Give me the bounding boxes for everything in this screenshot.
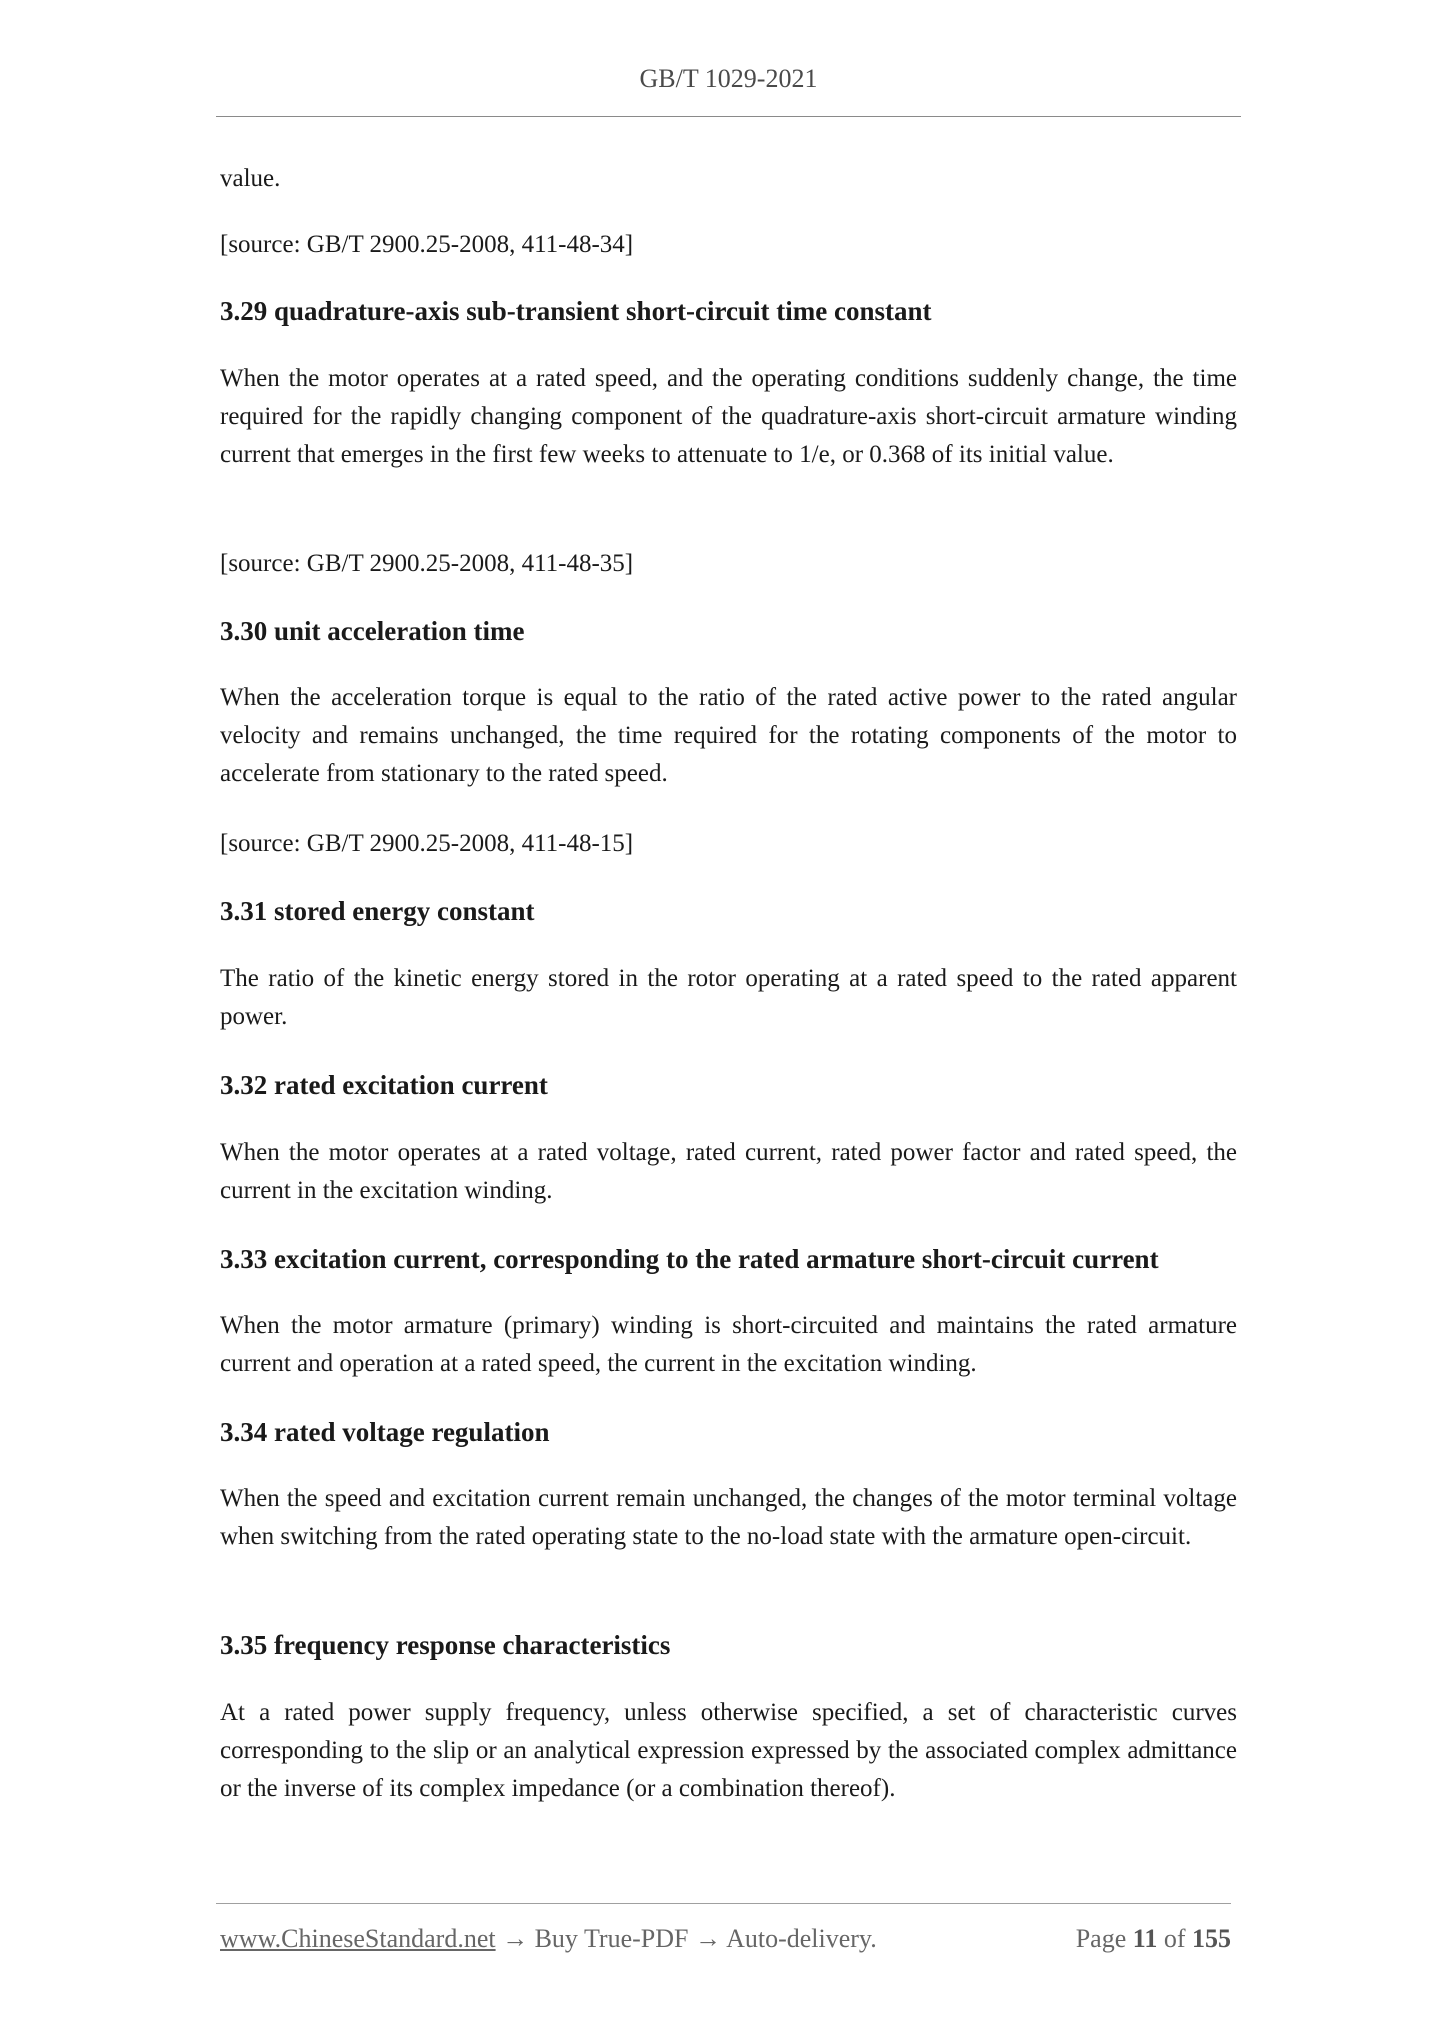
section-3-29-body	[220, 360, 1237, 474]
source-text: [source: GB/T 2900.25-2008, 411-48-35]	[220, 550, 634, 577]
current-page: 11	[1132, 1924, 1158, 1953]
arrow-right-icon: →	[695, 1924, 721, 1953]
definition-text: At a rated power supply frequency, unless otherwise specified, a set of characteristic curves corresponding to the slip or an analytical expression expressed by the associated complex admittance or the inverse of its complex impedance (or a combination thereof).	[220, 1699, 1237, 1802]
definition-text: When the motor operates at a rated voltage, rated current, rated power factor and rated speed, the current in the excitation winding.	[220, 1139, 1237, 1204]
section-3-34-body	[220, 1480, 1237, 1556]
website-link[interactable]: www.ChineseStandard.net	[220, 1924, 496, 1953]
of-label: of	[1163, 1924, 1186, 1953]
section-3-32	[220, 1066, 1237, 1104]
definition-text: When the speed and excitation current remain unchanged, the changes of the motor terminal voltage when switching from the rated operating state to the no-load state with the armature open-circuit.	[220, 1485, 1237, 1550]
section-heading: 3.32 rated excitation current	[220, 1070, 548, 1100]
total-pages: 155	[1192, 1924, 1231, 1953]
definition-text: When the acceleration torque is equal to the ratio of the rated active power to the rated angular velocity and remains unchanged, the time required for the rotating components of the motor to accelerate from stationary to the rated speed.	[220, 684, 1237, 787]
source-reference	[220, 226, 1237, 264]
section-heading: 3.33 excitation current, corresponding to the rated armature short-circuit current	[220, 1244, 1159, 1274]
page-label: Page	[1075, 1924, 1127, 1953]
paragraph-text: value.	[220, 165, 281, 192]
page-number	[1076, 1924, 1231, 1954]
footer-divider	[216, 1903, 1231, 1904]
arrow-right-icon: →	[502, 1924, 529, 1953]
definition-text: When the motor armature (primary) winding is short-circuited and maintains the rated armature current and operation at a rated speed, the current in the excitation winding.	[220, 1312, 1237, 1377]
section-heading: 3.29 quadrature-axis sub-transient short-circuit time constant	[220, 296, 932, 326]
section-3-32-body	[220, 1134, 1237, 1210]
section-3-30-body	[220, 679, 1237, 793]
header-divider	[216, 116, 1241, 117]
section-3-34	[220, 1413, 1237, 1451]
section-3-35	[220, 1626, 1237, 1664]
paragraph-continuation	[220, 160, 1237, 198]
source-text: [source: GB/T 2900.25-2008, 411-48-15]	[220, 830, 634, 857]
section-heading: 3.31 stored energy constant	[220, 896, 535, 926]
footer-promo	[220, 1924, 877, 1954]
section-3-29-source	[220, 545, 1237, 583]
auto-delivery-text: Auto-delivery.	[726, 1924, 877, 1953]
section-3-33-body	[220, 1307, 1237, 1383]
section-3-35-body	[220, 1694, 1237, 1808]
section-heading: 3.34 rated voltage regulation	[220, 1417, 550, 1447]
section-heading: 3.30 unit acceleration time	[220, 616, 525, 646]
section-3-33	[220, 1240, 1237, 1278]
section-3-30-source	[220, 825, 1237, 863]
running-header: GB/T 1029-2021	[639, 64, 818, 93]
source-text: [source: GB/T 2900.25-2008, 411-48-34]	[220, 231, 634, 258]
definition-text: The ratio of the kinetic energy stored in the rotor operating at a rated speed to the rated apparent power.	[220, 965, 1237, 1030]
section-3-31-body	[220, 960, 1237, 1036]
definition-text: When the motor operates at a rated speed, and the operating conditions suddenly change, the time required for the rapidly changing component of the quadrature-axis short-circuit armature winding current that emerges in the first few weeks to attenuate to 1/e, or 0.368 of its initial value.	[220, 365, 1237, 468]
section-3-31	[220, 892, 1237, 930]
section-3-30	[220, 612, 1237, 650]
section-3-29	[220, 292, 1237, 330]
buy-pdf-text: Buy True-PDF	[534, 1924, 689, 1953]
section-heading: 3.35 frequency response characteristics	[220, 1630, 671, 1660]
